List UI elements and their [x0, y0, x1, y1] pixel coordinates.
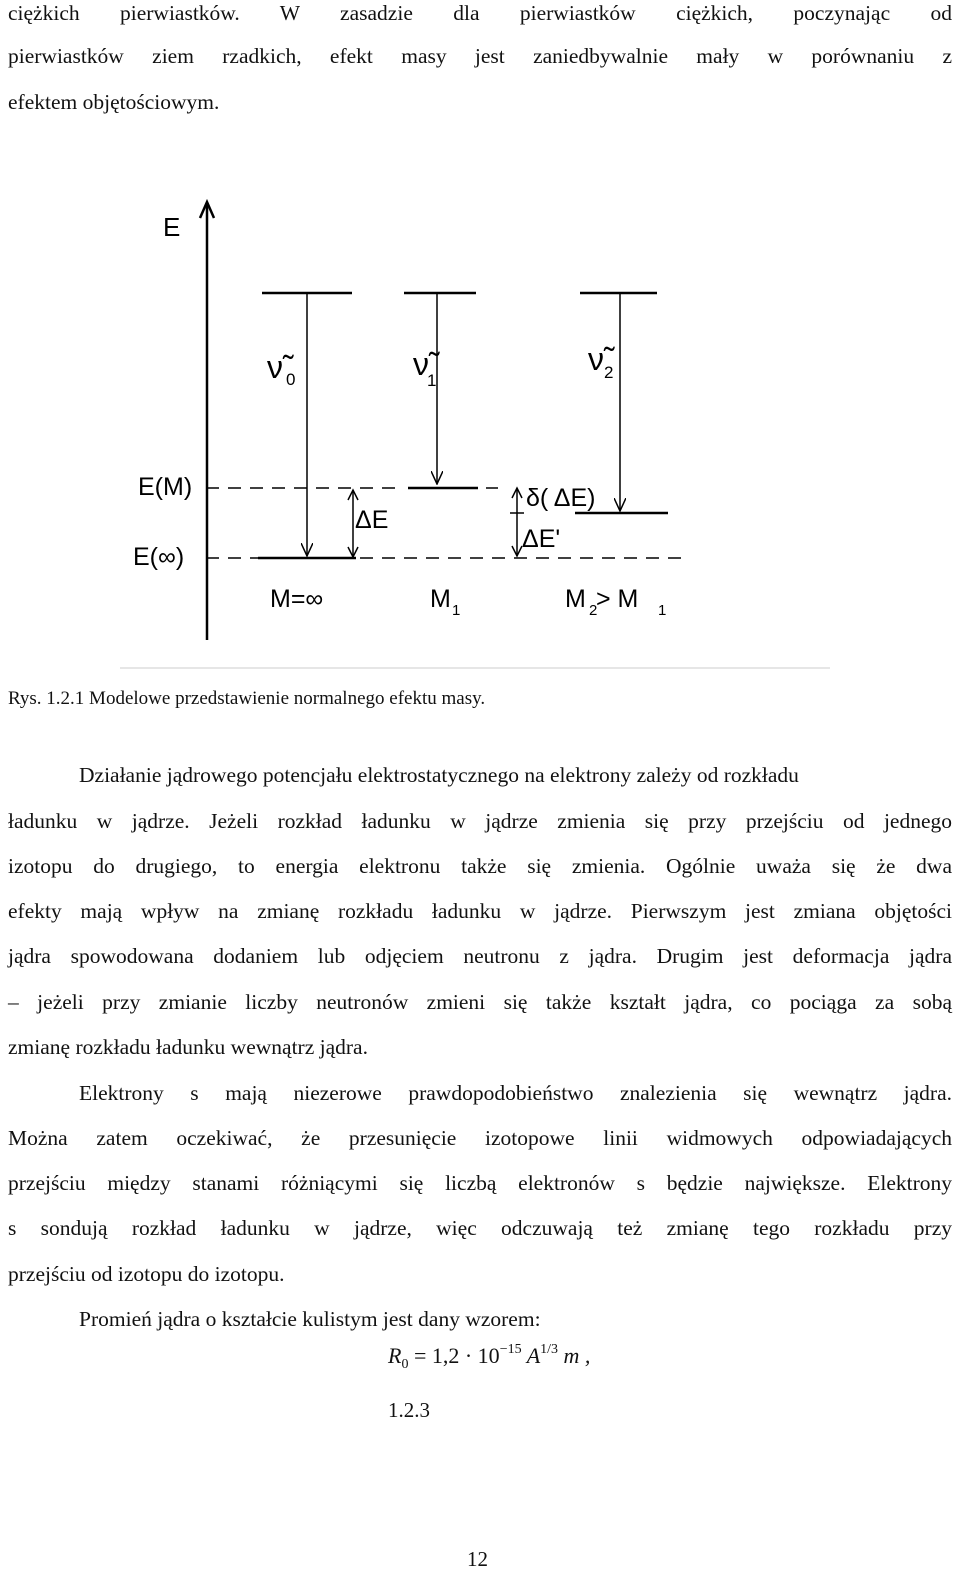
- level-einf-label: E(∞): [133, 543, 185, 571]
- mass-m1-label: M: [430, 585, 451, 613]
- nu0-label: ν̃: [267, 349, 283, 385]
- nu2-label: ν̃: [588, 341, 604, 377]
- para3-line: Promień jądra o kształcie kulistym jest dany wzorem:: [79, 1307, 541, 1331]
- mass-m2-gt-subscript: 1: [658, 602, 667, 619]
- nu2-subscript: 2: [604, 363, 614, 382]
- page-number: 12: [467, 1547, 488, 1571]
- axis-label-e: E: [163, 212, 181, 242]
- para1-line-5: jądra spowodowana dodaniem lub odjęciem neutronu z jądra. Drugim jest deformacja jądra: [8, 944, 952, 968]
- para1-line-3: izotopu do drugiego, to energia elektronu także się zmienia. Ogólnie uważa się że dwa: [8, 854, 952, 878]
- para2-line-1: Elektrony s mają niezerowe prawdopodobieństwo znalezienia się wewnątrz jądra.: [79, 1081, 952, 1105]
- intro-line-2: pierwiastków ziem rzadkich, efekt masy jest zaniedbywalnie mały w porównaniu z: [8, 44, 952, 68]
- para2-line-4: s sondują rozkład ładunku w jądrze, więc odczuwają też zmianę tego rozkładu przy: [8, 1216, 952, 1240]
- para1-line-6: – jeżeli przy zmianie liczby neutronów zmieni się także kształt jądra, co pociąga za sobą: [8, 990, 952, 1014]
- mass-m2-subscript: 2: [589, 602, 598, 619]
- formula-r: R: [388, 1343, 402, 1368]
- delta-delta-e-label: δ( ΔE): [526, 484, 596, 512]
- formula-a-exp: 1/3: [540, 1342, 559, 1357]
- figure-caption: Rys. 1.2.1 Modelowe przedstawienie normalnego efektu masy.: [8, 688, 486, 709]
- formula-a: A: [521, 1343, 541, 1368]
- mass-m1-subscript: 1: [452, 602, 461, 619]
- formula-r-sub: 0: [401, 1357, 409, 1372]
- level-em-label: E(M): [138, 473, 193, 501]
- mass-m2-label: M: [565, 585, 586, 613]
- para1-line-4: efekty mają wpływ na zmianę rozkładu ładunku w jądrze. Pierwszym jest zmiana objętości: [8, 899, 952, 923]
- para2-line-5: przejściu od izotopu do izotopu.: [8, 1262, 285, 1286]
- delta-e-prime-label: ΔE': [522, 525, 561, 553]
- delta-e-label: ΔE: [355, 506, 389, 534]
- intro-line-1: ciężkich pierwiastków. W zasadzie dla pierwiastków ciężkich, poczynając od: [8, 1, 952, 25]
- formula-exp: −15: [499, 1342, 522, 1357]
- formula-eq: = 1,2 · 10: [408, 1343, 500, 1368]
- equation-number: 1.2.3: [388, 1398, 430, 1422]
- para1-line-1: Działanie jądrowego potencjału elektrostatycznego na elektrony zależy od rozkładu: [79, 763, 799, 787]
- para2-line-3: przejściu między stanami różniącymi się liczbą elektronów s będzie największe. Elektrony: [8, 1171, 952, 1195]
- mass-inf-label: M=∞: [270, 585, 324, 613]
- energy-level-diagram: [0, 0, 960, 700]
- nu1-label: ν̃: [413, 346, 429, 382]
- intro-line-3: efektem objętościowym.: [8, 90, 220, 114]
- nu1-subscript: 1: [427, 371, 437, 390]
- para2-line-2: Można zatem oczekiwać, że przesunięcie izotopowe linii widmowych odpowiadających: [8, 1126, 952, 1150]
- nu0-subscript: 0: [286, 370, 296, 389]
- radius-formula: [388, 1342, 591, 1372]
- mass-m2-gt-label: > M: [596, 585, 639, 613]
- formula-m: m ,: [558, 1343, 591, 1368]
- para1-line-7: zmianę rozkładu ładunku wewnątrz jądra.: [8, 1035, 368, 1059]
- para1-line-2: ładunku w jądrze. Jeżeli rozkład ładunku w jądrze zmienia się przy przejściu od jednego: [8, 809, 952, 833]
